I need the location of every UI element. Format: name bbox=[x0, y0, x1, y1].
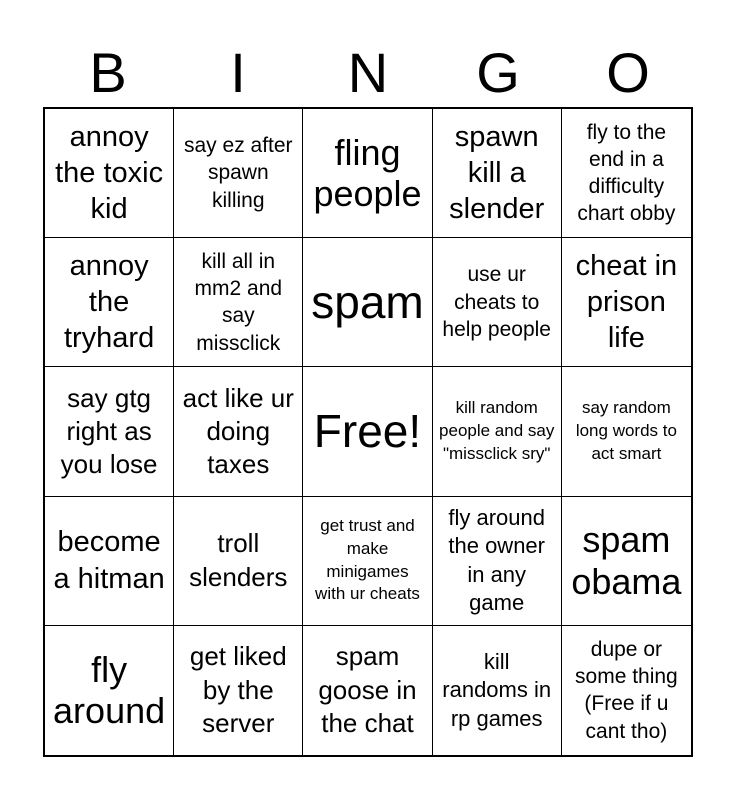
cell-text: annoy the tryhard bbox=[63, 249, 155, 355]
bingo-cell[interactable] bbox=[433, 109, 562, 238]
bingo-cell[interactable] bbox=[45, 238, 174, 367]
cell-text: spam goose in the chat bbox=[318, 641, 417, 739]
bingo-cell[interactable] bbox=[174, 626, 303, 755]
bingo-cell[interactable] bbox=[303, 109, 432, 238]
bingo-cell[interactable] bbox=[45, 626, 174, 755]
free-space-cell[interactable] bbox=[303, 367, 432, 496]
cell-text: troll slenders bbox=[189, 528, 288, 592]
free-space-text: Free! bbox=[313, 405, 422, 458]
bingo-cell[interactable] bbox=[174, 497, 303, 626]
cell-text: cheat in prison life bbox=[575, 249, 678, 355]
cell-text: get liked by the server bbox=[189, 641, 287, 739]
header-letter-o: O bbox=[606, 41, 650, 104]
bingo-grid bbox=[43, 107, 693, 757]
bingo-cell[interactable] bbox=[433, 367, 562, 496]
bingo-cell[interactable] bbox=[562, 109, 691, 238]
cell-text: spam bbox=[311, 276, 424, 329]
bingo-cell[interactable] bbox=[433, 626, 562, 755]
cell-text: kill randoms in rp games bbox=[442, 648, 552, 731]
cell-text: become a hitman bbox=[53, 526, 165, 595]
bingo-cell[interactable] bbox=[174, 238, 303, 367]
cell-text: spawn kill a slender bbox=[449, 120, 545, 226]
cell-text: kill random people and say "missclick sry" bbox=[439, 398, 555, 463]
bingo-cell[interactable] bbox=[45, 367, 174, 496]
cell-text: fly around the owner in any game bbox=[448, 504, 545, 616]
cell-text: dupe or some thing (Free if u cant tho) bbox=[575, 637, 678, 743]
header-letter-n: N bbox=[347, 41, 389, 104]
bingo-cell[interactable] bbox=[562, 367, 691, 496]
bingo-cell[interactable] bbox=[433, 497, 562, 626]
cell-text: use ur cheats to help people bbox=[442, 263, 551, 341]
header-letter-i: I bbox=[230, 41, 246, 104]
cell-text: fling people bbox=[313, 131, 422, 215]
bingo-cell[interactable] bbox=[45, 497, 174, 626]
cell-text: say ez after spawn killing bbox=[184, 134, 293, 212]
cell-text: fly around bbox=[53, 649, 166, 732]
cell-text: annoy the toxic kid bbox=[55, 120, 164, 226]
bingo-cell[interactable] bbox=[303, 238, 432, 367]
cell-text: say random long words to act smart bbox=[575, 398, 677, 463]
bingo-cell[interactable] bbox=[303, 497, 432, 626]
cell-text: get trust and make minigames with ur cheats bbox=[315, 516, 420, 604]
bingo-cell[interactable] bbox=[562, 238, 691, 367]
header-letter-b: B bbox=[89, 41, 127, 104]
cell-text: spam obama bbox=[571, 519, 682, 602]
cell-text: kill all in mm2 and say missclick bbox=[194, 249, 283, 355]
bingo-cell[interactable] bbox=[45, 109, 174, 238]
bingo-cell[interactable] bbox=[174, 109, 303, 238]
bingo-cell[interactable] bbox=[562, 497, 691, 626]
cell-text: say gtg right as you lose bbox=[60, 382, 158, 480]
bingo-header bbox=[43, 40, 693, 106]
bingo-cell[interactable] bbox=[433, 238, 562, 367]
bingo-cell[interactable] bbox=[562, 626, 691, 755]
bingo-cell[interactable] bbox=[303, 626, 432, 755]
header-letter-g: G bbox=[476, 41, 520, 104]
cell-text: fly to the end in a difficulty chart obby bbox=[577, 120, 676, 226]
bingo-cell[interactable] bbox=[174, 367, 303, 496]
cell-text: act like ur doing taxes bbox=[182, 382, 294, 480]
